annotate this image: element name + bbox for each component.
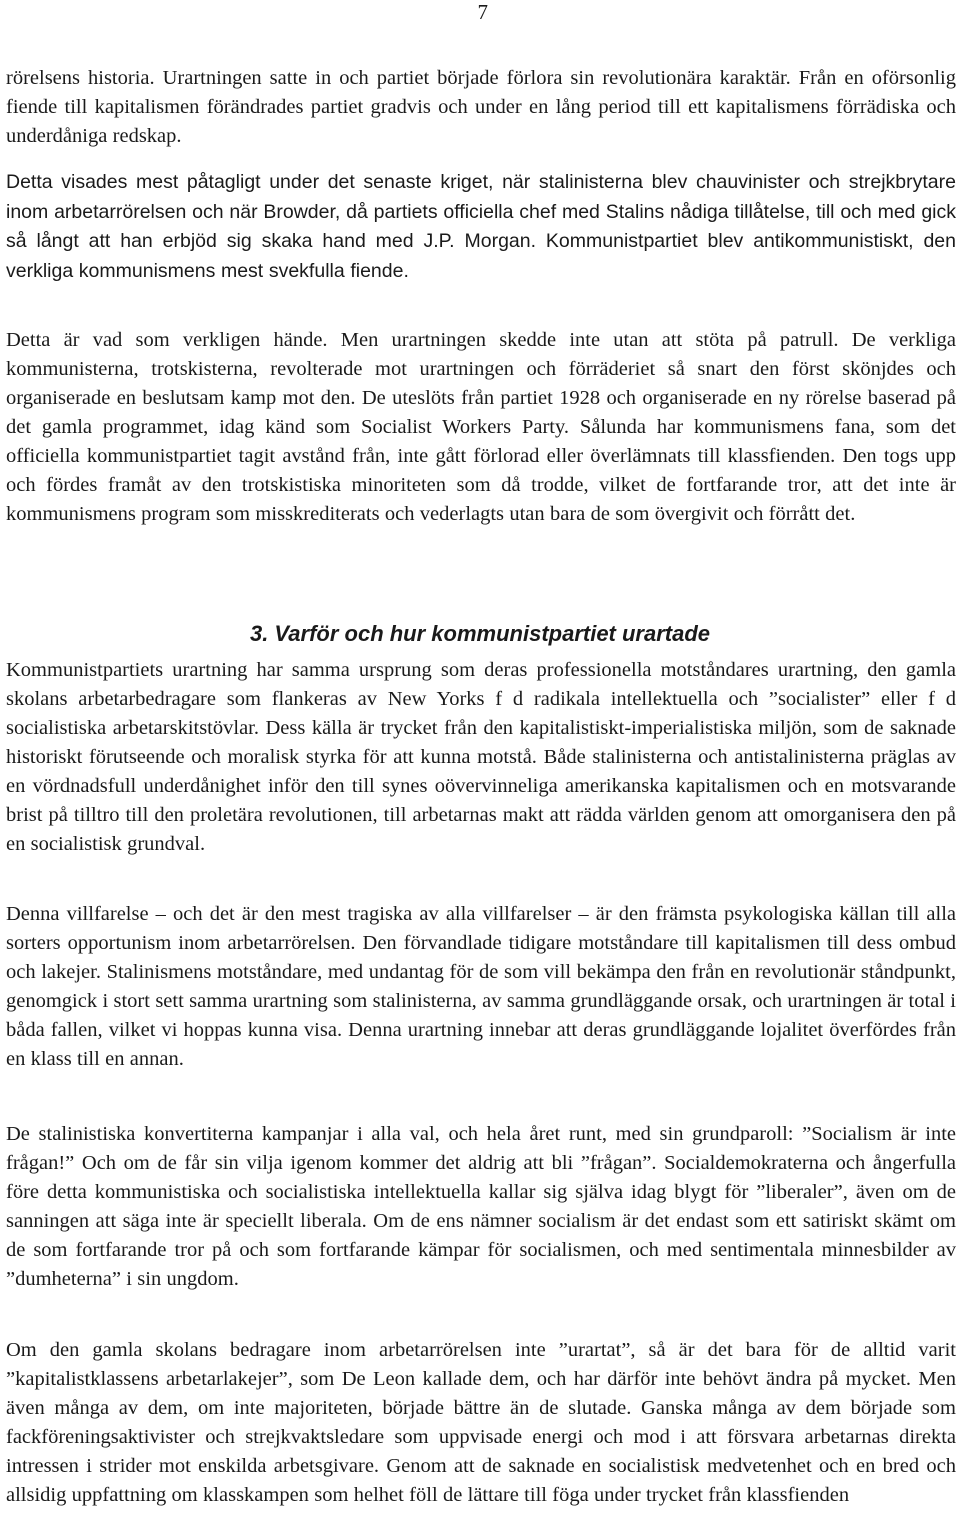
page-number: 7 xyxy=(477,0,488,24)
paragraph-2: Detta visades mest påtagligt under det senaste kriget, när stalinisterna blev chauvinister och strejkbrytare inom arbetarrörelsen och när Browder, då partiets officiella chef med Stalins nådiga tillåtelse, till och med gick så långt att han erbjöd sig skaka hand med J.P. Morgan. Kommunistpartiet blev antikommunistiskt, den verkliga kommunismens mest svekfulla fiende. xyxy=(6,171,956,282)
paragraph-6: De stalinistiska konvertiterna kampanjar i alla val, och hela året runt, med sin grundparoll: ”Socialism är inte frågan!” Och om de får sin vilja igenom kommer det aldrig att bli ”frågan”. Socialdemokraterna och ångerfulla före detta kommunistiska och socialistiska intellektuella kallar sig själva idag blygt för ”liberaler”, även om de sanningen att säga inte är speciellt liberala. Om de ens nämner socialism är det endast som ett satiriskt skämt om de som fortfarande tror på och som fortfarande kämpar för socialismen, och med sentimentala minnesbilder av ”dumheterna” i sin ungdom. xyxy=(6,1123,956,1290)
paragraph-4: Kommunistpartiets urartning har samma ursprung som deras professionella motståndares urartning, den gamla skolans arbetarbedragare som flankeras av New Yorks f d radikala intellektuella och ”socialister” eller f d socialistiska arbetarskitstövlar. Dess källa är trycket från den kapitalistiskt-imperialistiska miljön, som de saknade historiskt förutseende och moralisk styrka för att kunna motstå. Både stalinisterna och antistalinisterna präglas av en vördnadsfull underdånighet inför den till synes oövervinneliga amerikanska kapitalismen och en motsvarande brist på tilltro till den proletära revolutionen, till arbetarnas makt att rädda världen genom att omorganisera den på en socialistisk grundval. xyxy=(6,659,956,855)
section-heading: 3. Varför och hur kommunistpartiet urartade xyxy=(249,621,711,646)
paragraph-1: rörelsens historia. Urartningen satte in och partiet började förlora sin revolutionära karaktär. Från en oförsonlig fiende till kapitalismen förändrades partiet gradvis och under en lång period till ett kapitalismens förrädiska och underdåniga redskap. xyxy=(6,67,956,147)
paragraph-5: Denna villfarelse – och det är den mest tragiska av alla villfarelser – är den främsta psykologiska källan till alla sorters opportunism inom arbetarrörelsen. Den förvandlade tidigare motståndare till kapitalismen till dess ombud och lakejer. Stalinismens motståndare, med undantag för de som vill bekämpa den från en revolutionär ståndpunkt, genomgick i stort sett samma urartning som stalinisterna, av samma grundläggande orsak, och urartningen är total i båda fallen, vilket vi hoppas kunna visa. Denna urartning innebar att deras grundläggande lojalitet överfördes från en klass till en annan. xyxy=(6,903,956,1070)
paragraph-3: Detta är vad som verkligen hände. Men urartningen skedde inte utan att stöta på patrull. De verkliga kommunisterna, trotskisterna, revolterade mot urartningen och förräderiet så snart den först skönjdes och organiserade en beslutsam kamp mot den. De uteslöts från partiet 1928 och organiserade en ny rörelse baserad på det gamla programmet, idag känd som Socialist Workers Party. Sålunda har kommunismens fana, som det officiella kommunistpartiet tagit avstånd från, inte gått förlorad eller överlämnats till klassfienden. Den togs upp och fördes framåt av den trotskistiska minoriteten som då trodde, vilket de fortfarande tror, att det inte är kommunismens program som misskrediterats och vederlagts utan bara de som övergivit och förrått det. xyxy=(6,329,956,525)
paragraph-7: Om den gamla skolans bedragare inom arbetarrörelsen inte ”urartat”, så är det bara för de alltid varit ”kapitalistklassens arbetarlakejer”, som De Leon kallade dem, och har därför inte behövt ändra på mycket. Men även många av dem, om inte majoriteten, började bättre än de slutade. Ganska många av dem började som fackföreningsaktivister och strejkvaktsledare som uppvisade energi och mod i att försvara arbetarnas direkta intressen i strider mot enskilda arbetsgivare. Genom att de saknade en socialistisk medvetenhet och en bred och allsidig uppfattning om klasskampen som helhet föll de lättare till föga under trycket från klassfienden xyxy=(6,1339,956,1506)
